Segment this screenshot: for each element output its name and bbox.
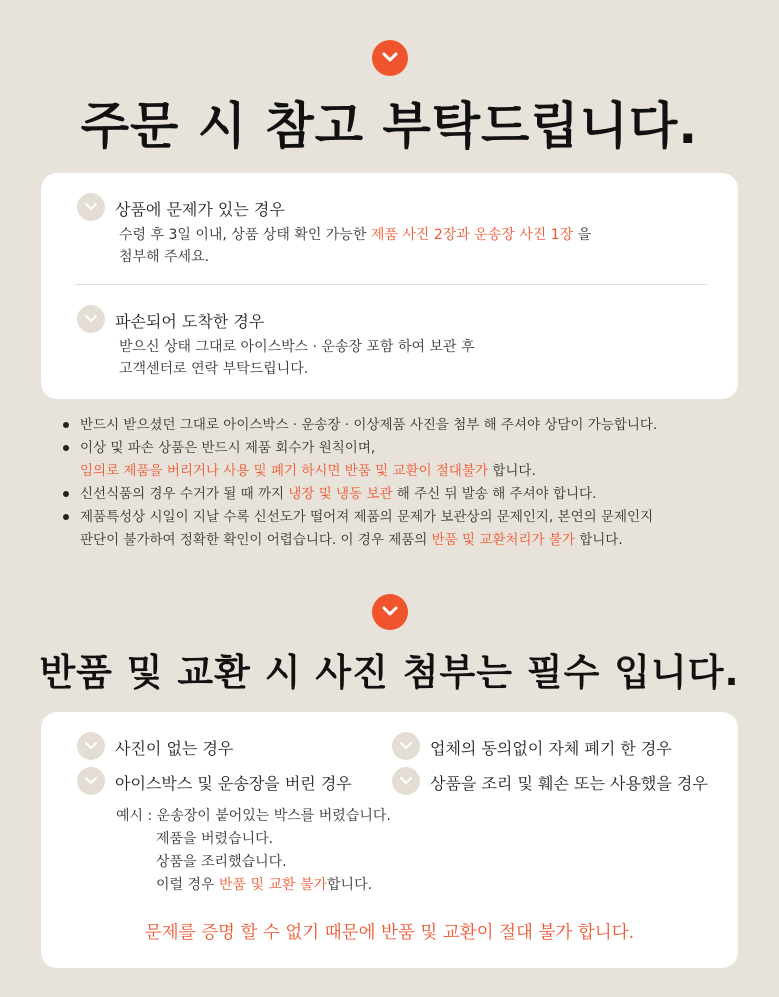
chevron-down-icon	[392, 732, 420, 760]
case-no-photo: 사진이 없는 경우	[115, 739, 234, 758]
bullet	[63, 491, 69, 497]
bullet	[63, 514, 69, 520]
divider	[75, 284, 707, 285]
case-disposed-without-consent: 업체의 동의없이 자체 폐기 한 경우	[430, 739, 672, 758]
chevron-down-icon	[77, 305, 105, 333]
example-line3: 상품을 조리했습니다.	[156, 854, 287, 870]
issue-heading: 상품에 문제가 있는 경우	[115, 200, 285, 219]
case-discarded-box: 아이스박스 및 운송장을 버린 경우	[115, 774, 352, 793]
list-item: 이상 및 파손 상품은 반드시 제품 회수가 원칙이며, 임의로 제품을 버리거나 사용 및 폐기 하시면 반품 및 교환이 절대불가 합니다.	[63, 437, 743, 483]
footer-warning: 문제를 증명 할 수 없기 때문에 반품 및 교환이 절대 불가 합니다.	[144, 923, 635, 943]
section1-card	[41, 173, 738, 399]
list-item: 신선식품의 경우 수거가 될 때 까지 냉장 및 냉동 보관 해 주신 뒤 발송 해 주셔야 합니다.	[63, 483, 743, 506]
list-item: 제품특성상 시일이 지날 수록 신선도가 떨어져 제품의 문제가 보관상의 문제인지, 본연의 문제인지 판단이 불가하여 정확한 확인이 어렵습니다. 이 경우 제품의 반품 및 교환처리가 불가 합니다.	[63, 506, 743, 552]
example-line2: 제품을 버렸습니다.	[156, 831, 274, 847]
example-line1: 예시 : 운송장이 붙어있는 박스를 버렸습니다.	[116, 808, 391, 824]
chevron-down-icon	[392, 767, 420, 795]
list-item: 반드시 받으셨던 그대로 아이스박스 · 운송장 · 이상제품 사진을 첨부 해 주셔야 상담이 가능합니다.	[63, 414, 743, 437]
issue-line1: 수령 후 3일 이내, 상품 상태 확인 가능한 제품 사진 2장과 운송장 사진 1장 을	[119, 227, 592, 243]
damage-line1: 받으신 상태 그대로 아이스박스 · 운송장 포함 하여 보관 후	[119, 339, 475, 355]
example-line4: 이럴 경우 반품 및 교환 불가합니다.	[156, 877, 373, 893]
chevron-down-icon	[372, 40, 408, 76]
section2-card	[41, 712, 738, 968]
damage-line2: 고객센터로 연락 부탁드립니다.	[119, 361, 309, 377]
section2-title: 반품 및 교환 시 사진 첨부는 필수 입니다.	[39, 651, 740, 694]
case-cooked-damaged: 상품을 조리 및 훼손 또는 사용했을 경우	[430, 774, 708, 793]
chevron-down-icon	[77, 193, 105, 221]
bullet	[63, 422, 69, 428]
damage-heading: 파손되어 도착한 경우	[115, 312, 265, 331]
chevron-down-icon	[77, 732, 105, 760]
issue-line2: 첨부해 주세요.	[119, 249, 210, 265]
chevron-down-icon	[77, 767, 105, 795]
bullet	[63, 445, 69, 451]
section1-title: 주문 시 참고 부탁드립니다.	[80, 97, 699, 155]
notes-list	[63, 414, 743, 552]
chevron-down-icon	[372, 594, 408, 630]
